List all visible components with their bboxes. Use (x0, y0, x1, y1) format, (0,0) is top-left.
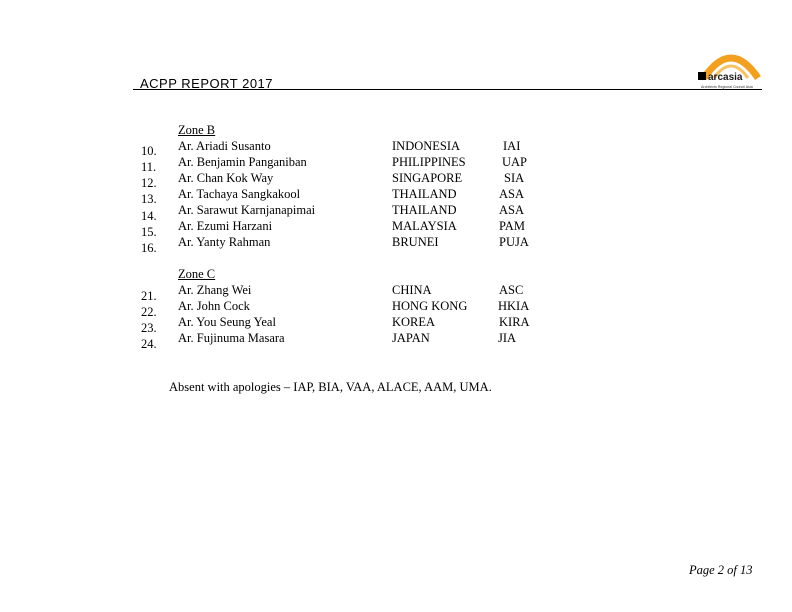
member-name: Ar. Ariadi Susanto (178, 139, 271, 153)
report-title: ACPP REPORT 2017 (140, 76, 274, 91)
member-org: ASA (499, 187, 525, 201)
page-number: Page 2 of 13 (689, 563, 753, 577)
member-name: Ar. Benjamin Panganiban (178, 155, 307, 169)
member-country: PHILIPPINES (392, 155, 466, 169)
member-name: Ar. John Cock (178, 299, 250, 313)
member-country: HONG KONG (392, 299, 468, 313)
row-number: 14. (141, 209, 157, 223)
member-org: JIA (498, 331, 517, 345)
arcasia-logo (696, 44, 766, 90)
row-number: 21. (141, 289, 157, 303)
member-name: Ar. Tachaya Sangkakool (178, 187, 301, 201)
member-org: PUJA (499, 235, 529, 249)
member-org: IAI (503, 139, 521, 153)
member-org: SIA (504, 171, 525, 185)
logo-wordmark: arcasia (708, 72, 743, 83)
member-name: Ar. Chan Kok Way (178, 171, 274, 185)
zone-c-heading: Zone C (178, 267, 216, 281)
member-name: Ar. Fujinuma Masara (178, 331, 285, 345)
row-number: 12. (141, 176, 157, 190)
zone-b-heading: Zone B (178, 123, 216, 137)
member-country: THAILAND (392, 187, 457, 201)
header-rule (133, 89, 762, 90)
member-org: ASC (499, 283, 524, 297)
member-name: Ar. Yanty Rahman (178, 235, 271, 249)
member-country: CHINA (392, 283, 432, 297)
member-country: JAPAN (392, 331, 430, 345)
row-number: 23. (141, 321, 157, 335)
member-name: Ar. Ezumi Harzani (178, 219, 273, 233)
member-country: MALAYSIA (392, 219, 457, 233)
member-org: HKIA (498, 299, 530, 313)
member-country: THAILAND (392, 203, 457, 217)
member-name: Ar. You Seung Yeal (178, 315, 276, 329)
row-number: 22. (141, 305, 157, 319)
row-number: 11. (141, 160, 157, 174)
row-number: 24. (141, 337, 157, 351)
row-number: 10. (141, 144, 157, 158)
absent-with-apologies: Absent with apologies – IAP, BIA, VAA, ALACE, AAM, UMA. (169, 380, 492, 394)
member-org: UAP (502, 155, 528, 169)
member-name: Ar. Sarawut Karnjanapimai (178, 203, 316, 217)
row-number: 15. (141, 225, 157, 239)
member-org: KIRA (499, 315, 530, 329)
member-country: BRUNEI (392, 235, 439, 249)
row-number: 16. (141, 241, 157, 255)
member-name: Ar. Zhang Wei (178, 283, 252, 297)
logo-tagline: Architects Regional Council Asia (701, 85, 753, 89)
row-number: 13. (141, 192, 157, 206)
member-country: KOREA (392, 315, 436, 329)
member-org: ASA (499, 203, 525, 217)
member-org: PAM (499, 219, 525, 233)
member-country: INDONESIA (392, 139, 461, 153)
member-country: SINGAPORE (392, 171, 463, 185)
